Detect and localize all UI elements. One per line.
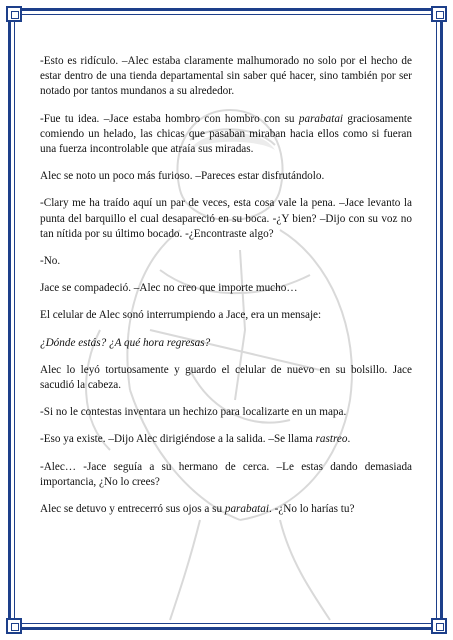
italic-text: parabatai	[298, 112, 344, 125]
corner-ornament-top-left	[6, 6, 22, 22]
corner-ornament-bottom-right	[431, 618, 447, 634]
corner-ornament-top-right	[431, 6, 447, 22]
text-run: .	[347, 433, 351, 446]
text-run: -Esto es ridículo. –Alec estaba claramente malhumorado no solo por el hecho de estar dentro de una tienda departamental sin saber qué hacer, sino también por ser notado por tantos mundanos a su alrededor.	[40, 55, 412, 98]
italic-text: rastreo	[315, 433, 348, 446]
text-run: Alec se detuvo y entrecerró sus ojos a su	[40, 503, 225, 516]
paragraph	[40, 196, 412, 242]
text-run: -Eso ya existe. –Dijo Alec dirigiéndose a la salida. –Se llama	[40, 433, 316, 446]
paragraph	[40, 54, 412, 100]
text-run: -No.	[40, 255, 61, 268]
text-run: -Fue tu idea. –Jace estaba hombro con hombro con su	[40, 112, 299, 125]
italic-text: parabatai	[224, 503, 269, 516]
paragraph	[40, 363, 412, 393]
paragraph	[40, 112, 412, 158]
paragraph	[40, 336, 412, 351]
text-run: -Clary me ha traído aquí un par de veces, esta cosa vale la pena. –Jace levanto la punta del barquillo el cual desapareció en su boca. -¿Y bien? –Dijo con su voz no tan nítida por su último bocado. -¿Encontraste algo?	[40, 197, 412, 240]
paragraph	[40, 281, 412, 296]
story-text-body	[40, 54, 412, 529]
paragraph	[40, 460, 412, 490]
corner-ornament-bottom-left	[6, 618, 22, 634]
paragraph	[40, 169, 412, 184]
paragraph	[40, 432, 412, 447]
text-run: . -¿No lo harías tu?	[269, 503, 355, 516]
text-run: -Alec… -Jace seguía a su hermano de cerca. –Le estas dando demasiada importancia, ¿No lo crees?	[40, 460, 412, 488]
paragraph	[40, 308, 412, 323]
paragraph	[40, 502, 412, 517]
text-run: graciosamente comiendo un helado, las chicas que pasaban miraban hacia ellos como si fueran una fuerza incontrolable que atraía sus miradas.	[40, 112, 412, 156]
text-run: Jace se compadeció. –Alec no creo que importe mucho…	[40, 282, 298, 295]
text-run: Alec se noto un poco más furioso. –Pareces estar disfrutándolo.	[40, 170, 325, 183]
italic-text: ¿Dónde estás? ¿A qué hora regresas?	[40, 336, 211, 349]
text-run: Alec lo leyó tortuosamente y guardo el celular de nuevo en su bolsillo. Jace sacudió la cabeza.	[40, 363, 412, 392]
paragraph	[40, 405, 412, 420]
text-run: El celular de Alec sonó interrumpiendo a Jace, era un mensaje:	[40, 309, 322, 322]
paragraph	[40, 254, 412, 269]
text-run: -Si no le contestas inventara un hechizo para localizarte en un mapa.	[40, 406, 347, 419]
